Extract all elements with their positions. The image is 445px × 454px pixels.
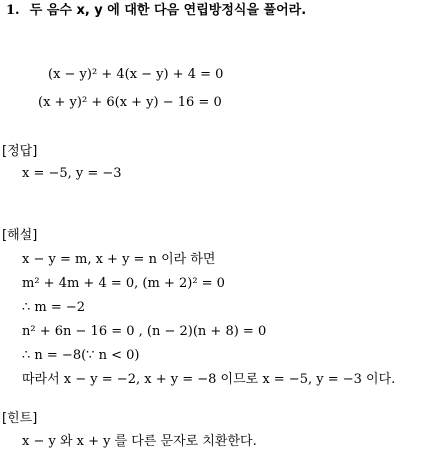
problem-statement — [6, 3, 306, 19]
solution-label: [해설] — [2, 228, 38, 243]
hint-label: [힌트] — [2, 411, 38, 426]
solution-line: ∴ m = −2 — [22, 300, 86, 315]
solution-line: n² + 6n − 16 = 0 , (n − 2)(n + 8) = 0 — [22, 324, 267, 339]
hint-text: x − y 와 x + y 를 다른 문자로 치환한다. — [22, 434, 257, 449]
answer-label: [정답] — [2, 144, 38, 159]
equation-1: (x − y)² + 4(x − y) + 4 = 0 — [48, 67, 224, 82]
equation-2: (x + y)² + 6(x + y) − 16 = 0 — [38, 95, 222, 110]
answer-value: x = −5, y = −3 — [22, 166, 122, 181]
solution-line: ∴ n = −8(∵ n < 0) — [22, 348, 140, 363]
solution-line: 따라서 x − y = −2, x + y = −8 이므로 x = −5, y = −3 이다. — [22, 372, 396, 387]
problem-text: 두 음수 x, y 에 대한 다음 연립방정식을 풀어라. — [29, 3, 307, 18]
solution-line: m² + 4m + 4 = 0, (m + 2)² = 0 — [22, 276, 225, 291]
solution-line: x − y = m, x + y = n 이라 하면 — [22, 252, 216, 267]
problem-number: 1. — [6, 3, 20, 18]
